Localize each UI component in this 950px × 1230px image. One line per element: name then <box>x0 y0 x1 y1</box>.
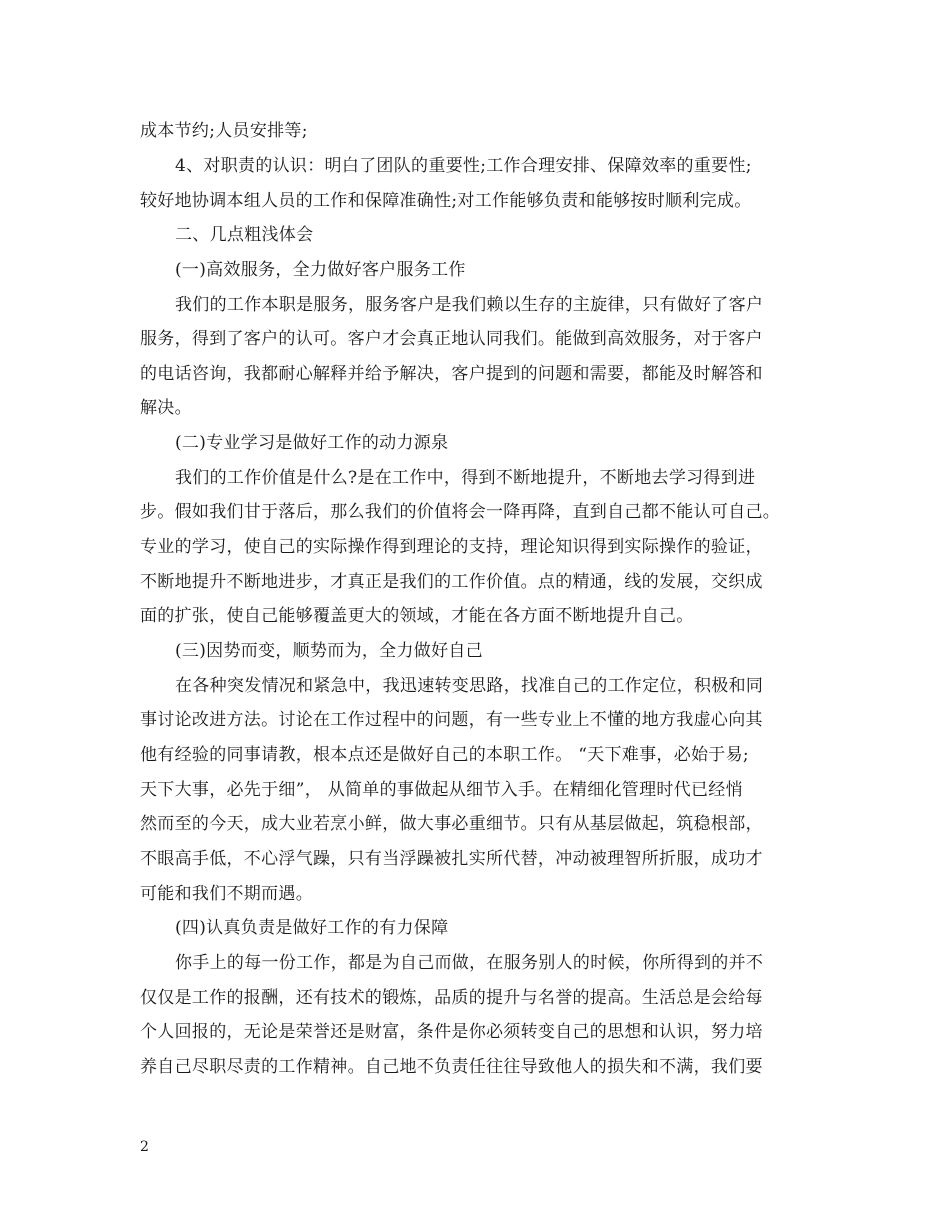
subsection-heading: (四)认真负责是做好工作的有力保障 <box>175 918 449 938</box>
text-line: 个人回报的，无论是荣誉还是财富，条件是你必须转变自己的思想和认识，努力培 <box>140 1022 763 1042</box>
text-line: 然而至的今天，成大业若烹小鲜，做大事必重细节。只有从基层做起，筑稳根部， <box>140 814 763 834</box>
text-line: 养自己尽职尽责的工作精神。自己地不负责任往往导致他人的损失和不满，我们要 <box>140 1057 763 1077</box>
text-line: 在各种突发情况和紧急中，我迅速转变思路，找准自己的工作定位，积极和同 <box>175 676 764 696</box>
text-line: 服务，得到了客户的认可。客户才会真正地认同我们。能做到高效服务，对于客户 <box>140 329 763 349</box>
page-number: 2 <box>140 1139 149 1155</box>
text-line: 可能和我们不期而遇。 <box>140 884 313 904</box>
subsection-heading: (一)高效服务，全力做好客户服务工作 <box>175 260 466 280</box>
text-line: 面的扩张，使自己能够覆盖更大的领域，才能在各方面不断地提升自己。 <box>140 606 694 626</box>
text-line: 较好地协调本组人员的工作和保障准确性;对工作能够负责和能够按时顺利完成。 <box>140 191 752 211</box>
text-line: 我们的工作价值是什么?是在工作中，得到不断地提升，不断地去学习得到进 <box>175 468 756 488</box>
text-line: 你手上的每一份工作，都是为自己而做，在服务别人的时候，你所得到的并不 <box>175 953 764 973</box>
text-line: 步。假如我们甘于落后，那么我们的价值将会一降再降，直到自己都不能认可自己。 <box>140 502 781 522</box>
text-line: 仅仅是工作的报酬，还有技术的锻炼，品质的提升与名誉的提高。生活总是会给每 <box>140 988 763 1008</box>
subsection-heading: (三)因势而变，顺势而为，全力做好自己 <box>175 641 483 661</box>
text-line: 不眼高手低，不心浮气躁，只有当浮躁被扎实所代替，冲动被理智所折服，成功才 <box>140 849 763 869</box>
text-line: 的电话咨询，我都耐心解释并给予解决，客户提到的问题和需要，都能及时解答和 <box>140 364 763 384</box>
section-heading: 二、几点粗浅体会 <box>175 225 314 245</box>
text-line: 专业的学习，使自己的实际操作得到理论的支持，理论知识得到实际操作的验证， <box>140 537 763 557</box>
subsection-heading: (二)专业学习是做好工作的动力源泉 <box>175 433 449 453</box>
text-line: 成本节约;人员安排等; <box>140 121 308 141</box>
text-line: 我们的工作本职是服务，服务客户是我们赖以生存的主旋律，只有做好了客户 <box>175 295 764 315</box>
text-line: 他有经验的同事请教，根本点还是做好自己的本职工作。 “天下难事，必始于易; <box>140 745 749 765</box>
text-line: 不断地提升不断地进步，才真正是我们的工作价值。点的精通，线的发展，交织成 <box>140 572 763 592</box>
text-line: 事讨论改进方法。讨论在工作过程中的问题，有一些专业上不懂的地方我虚心向其 <box>140 710 763 730</box>
text-line: 4、对职责的认识：明白了团队的重要性;工作合理安排、保障效率的重要性; <box>175 156 752 176</box>
text-line: 解决。 <box>140 398 192 418</box>
text-line: 天下大事，必先于细”， 从简单的事做起从细节入手。在精细化管理时代已经悄 <box>140 780 743 800</box>
